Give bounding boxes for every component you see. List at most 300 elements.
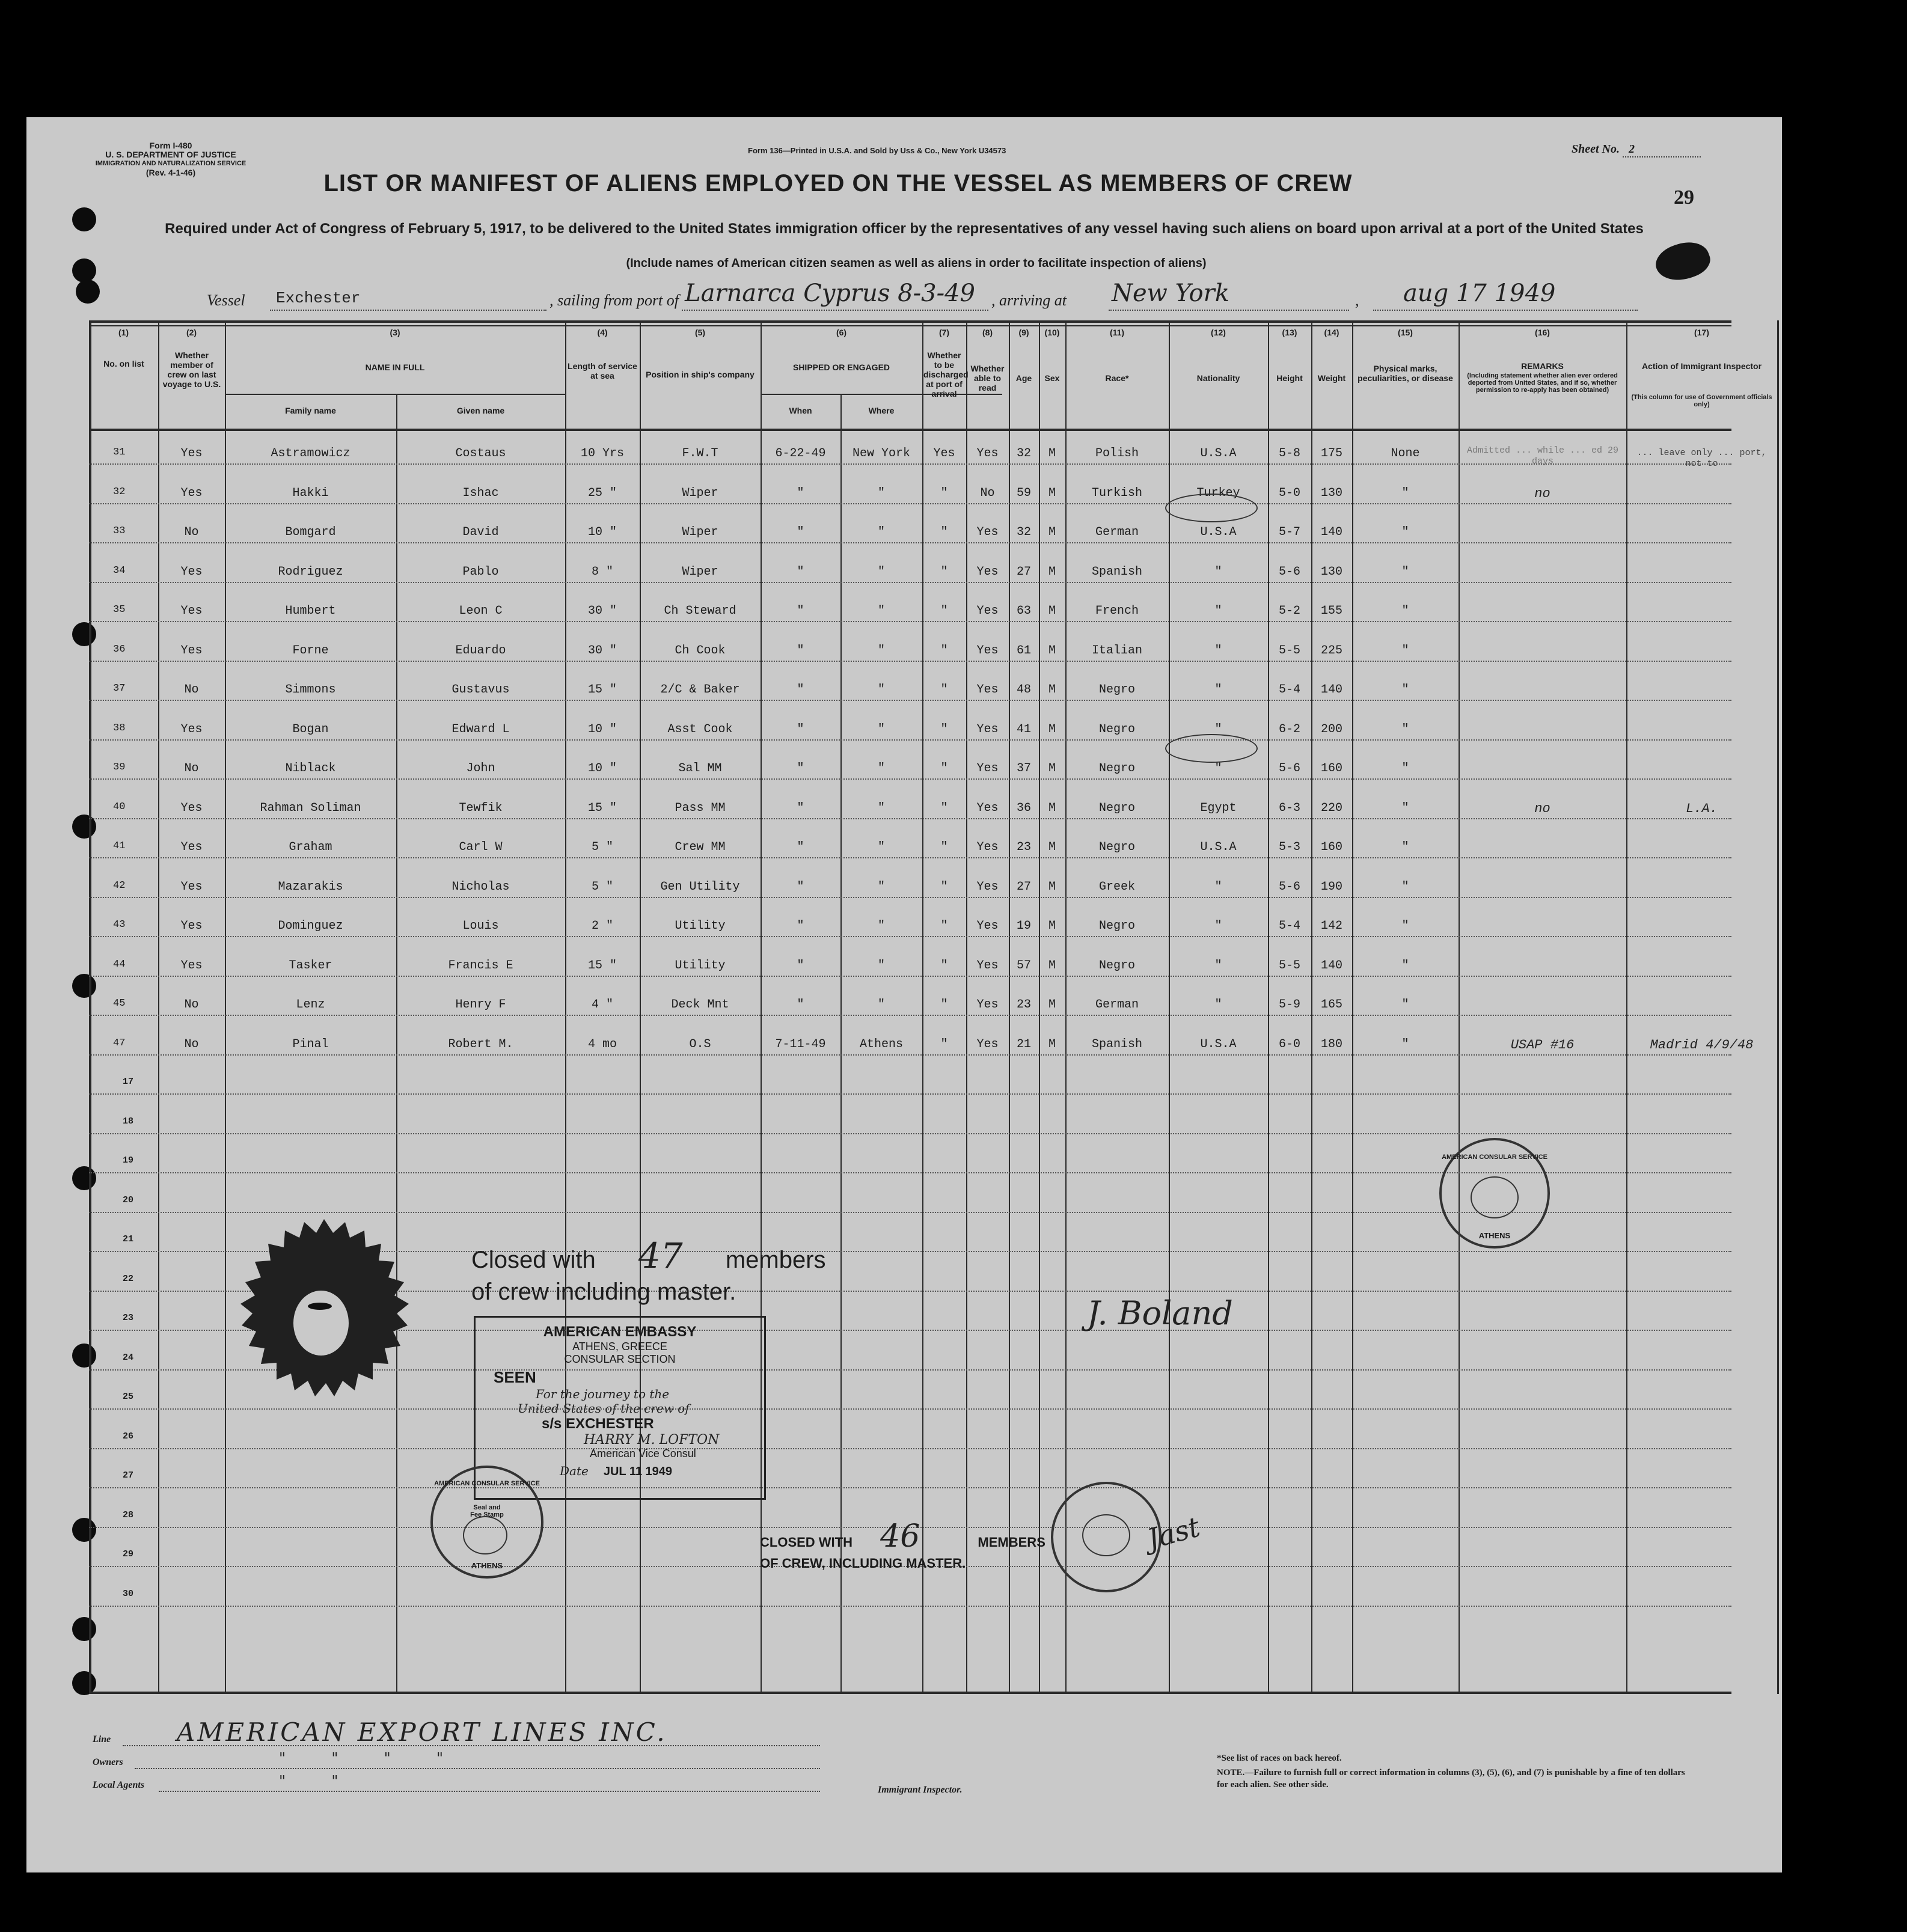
cell-age: 23 (1016, 998, 1031, 1012)
colhead-weight: Weight (1317, 373, 1346, 383)
eagle-icon (463, 1516, 507, 1554)
cell-remarks: no (1534, 486, 1550, 501)
cell-where: " (877, 762, 885, 775)
seal-left-inner: Seal and Fee Stamp (470, 1504, 504, 1518)
cell-given: John (466, 762, 495, 775)
row-number: 24 (123, 1352, 134, 1363)
cell-given: Tewfik (459, 801, 503, 815)
cell-given: Costaus (455, 447, 506, 460)
cell-position: Utility (675, 919, 726, 933)
cell-marks: " (1401, 564, 1409, 579)
row-number: 39 (113, 762, 126, 773)
cell-race: Negro (1098, 840, 1135, 854)
embassy-seen: SEEN (494, 1368, 536, 1386)
colhead-remarks: REMARKS (1521, 361, 1564, 371)
cell-family: Bomgard (285, 525, 336, 539)
page-number: 29 (1674, 186, 1694, 209)
row-number: 47 (113, 1037, 126, 1049)
cell-discharged: " (940, 643, 948, 658)
cell-nationality: U.S.A (1200, 525, 1237, 539)
cell-given: Louis (462, 919, 499, 933)
action-r31: ... leave only ... port, not to (1636, 448, 1767, 469)
cell-service: 8 " (591, 564, 613, 579)
cell-marks: " (1401, 840, 1409, 854)
cell-height: 5-4 (1278, 919, 1300, 933)
embossed-seal (231, 1216, 417, 1402)
cell-nationality: " (1214, 762, 1222, 775)
cell-race: German (1095, 998, 1139, 1012)
binder-hole (72, 207, 96, 231)
cell-when: 6-22-49 (775, 447, 826, 460)
cell-family: Mazarakis (278, 879, 343, 894)
cell-service: 10 " (587, 525, 617, 539)
cell-age: 41 (1016, 722, 1031, 736)
cell-marks: " (1401, 762, 1409, 775)
row-number: 36 (113, 643, 126, 655)
cell-race: Negro (1098, 958, 1135, 973)
cell-when: " (797, 998, 804, 1012)
cell-discharged: " (940, 958, 948, 973)
cell-where: " (877, 801, 885, 815)
row-rule (89, 1448, 1731, 1449)
consular-seal-left (430, 1466, 543, 1579)
cell-race: Greek (1098, 879, 1135, 894)
row-rule (89, 661, 1731, 662)
cell-height: 5-5 (1278, 958, 1300, 973)
cell-race: Negro (1098, 919, 1135, 933)
colnum: (13) (1282, 328, 1297, 337)
seal-right-city: ATHENS (1478, 1231, 1511, 1240)
cell-where: " (877, 486, 885, 500)
cell-read: Yes (976, 762, 999, 775)
cell-sex: M (1048, 525, 1056, 539)
manifest-table (89, 320, 1772, 1694)
cell-prev: Yes (180, 919, 203, 933)
colhead-action: Action of Immigrant Inspector (1641, 361, 1762, 371)
cell-marks: " (1401, 486, 1409, 500)
cell-marks: " (1401, 919, 1409, 933)
colhead-position: Position in ship's company (646, 370, 755, 379)
master-signature: J. Boland (1087, 1294, 1233, 1332)
cell-nationality: " (1214, 564, 1222, 579)
colhead-sex: Sex (1044, 373, 1060, 383)
row-number: 32 (113, 486, 126, 498)
colhead-service: Length of service at sea (568, 361, 637, 381)
binder-hole (76, 280, 100, 304)
cell-read: Yes (976, 879, 999, 894)
cell-position: O.S (689, 1037, 711, 1051)
cell-prev: Yes (180, 722, 203, 736)
cell-prev: Yes (180, 447, 203, 460)
cell-position: Wiper (682, 525, 718, 539)
cell-age: 36 (1016, 801, 1031, 815)
cell-read: Yes (976, 801, 999, 815)
cell-sex: M (1048, 447, 1056, 460)
cell-where: " (877, 958, 885, 973)
sailing-label: , sailing from port of (549, 292, 679, 309)
cell-discharged: " (940, 525, 948, 539)
colhead-remarks-note: (Including statement whether alien ever ordered deported from United States, and if so, whether permission to re-apply has been obtained) (1467, 372, 1618, 394)
remarks-r31: Admitted ... while ... ed 29 days (1466, 445, 1619, 466)
colhead-age: Age (1015, 373, 1032, 383)
cell-remarks: no (1534, 801, 1550, 816)
cell-discharged: " (940, 1037, 948, 1051)
cell-prev: Yes (180, 801, 203, 815)
cell-marks: " (1401, 525, 1409, 539)
cell-position: Pass MM (675, 801, 726, 815)
cell-sex: M (1048, 998, 1056, 1012)
colnum: (9) (1018, 328, 1029, 337)
row-number: 17 (123, 1077, 134, 1087)
cell-position: F.W.T (682, 447, 718, 460)
cell-height: 5-7 (1278, 525, 1300, 539)
cell-position: Sal MM (678, 762, 722, 775)
colhead-nationality: Nationality (1196, 373, 1240, 383)
closed-46-prefix: CLOSED WITH (760, 1535, 852, 1550)
line-value: AMERICAN EXPORT LINES INC. (177, 1717, 667, 1747)
cell-race: Spanish (1091, 564, 1142, 579)
cell-weight: 220 (1320, 801, 1342, 815)
cell-when: " (797, 722, 804, 736)
row-rule (89, 621, 1731, 622)
cell-position: Utility (675, 958, 726, 973)
cell-read: Yes (976, 683, 999, 697)
cell-sex: M (1048, 486, 1056, 500)
cell-family: Humbert (285, 604, 336, 618)
cell-position: Crew MM (675, 840, 726, 854)
cell-weight: 175 (1320, 447, 1342, 460)
row-number: 28 (123, 1509, 134, 1520)
cell-when: " (797, 564, 804, 579)
sheet-number: 2 (1623, 142, 1701, 157)
cell-sex: M (1048, 683, 1056, 697)
embassy-signer-title: American Vice Consul (590, 1447, 696, 1460)
page-title: LIST OR MANIFEST OF ALIENS EMPLOYED ON THE VESSEL AS MEMBERS OF CREW (323, 170, 1353, 197)
cell-marks: " (1401, 683, 1409, 697)
cell-family: Hakki (292, 486, 329, 500)
cell-marks: " (1401, 1037, 1409, 1051)
cell-nationality: " (1214, 919, 1222, 933)
cell-where: " (877, 683, 885, 697)
cell-family: Niblack (285, 762, 336, 775)
cell-age: 59 (1016, 486, 1031, 500)
cell-sex: M (1048, 1037, 1056, 1051)
cell-service: 10 Yrs (580, 447, 624, 460)
cell-given: Henry F (455, 998, 506, 1012)
embassy-text1: For the journey to the (536, 1387, 670, 1401)
fine-note: NOTE.—Failure to furnish full or correct information in columns (3), (5), (6), and (7) is punishable by a fine of ten dollars for each alien. See other side. (1217, 1768, 1685, 1790)
cell-discharged: " (940, 683, 948, 697)
cell-weight: 130 (1320, 564, 1342, 579)
cell-given: Pablo (462, 564, 499, 579)
cell-age: 23 (1016, 840, 1031, 854)
cell-family: Bogan (292, 722, 329, 736)
cell-given: Carl W (459, 840, 503, 854)
cell-service: 2 " (591, 919, 613, 933)
cell-nationality: " (1214, 958, 1222, 973)
cell-prev: No (184, 1037, 199, 1051)
closed-46-members: MEMBERS (978, 1535, 1045, 1550)
arriving-label: , arriving at (991, 292, 1067, 309)
cell-sex: M (1048, 564, 1056, 579)
cell-when: " (797, 604, 804, 618)
row-number: 22 (123, 1273, 134, 1284)
cell-read: Yes (976, 604, 999, 618)
colhead-where: Where (868, 406, 895, 415)
cell-weight: 190 (1320, 879, 1342, 894)
cell-marks: None (1391, 447, 1420, 460)
colhead-discharged: Whether to be discharged at port of arrival (923, 350, 969, 399)
cell-nationality: U.S.A (1200, 447, 1237, 460)
colnum: (2) (186, 328, 197, 337)
cell-prev: Yes (180, 840, 203, 854)
row-number: 35 (113, 604, 126, 616)
closed-46-count: 46 (880, 1518, 920, 1554)
embassy-line2: ATHENS, GREECE (572, 1340, 667, 1353)
row-number: 27 (123, 1470, 134, 1481)
revision: (Rev. 4-1-46) (145, 168, 196, 177)
cell-read: Yes (976, 958, 999, 973)
row-rule (89, 1093, 1731, 1095)
inspector-seal (1051, 1482, 1162, 1592)
cell-discharged: " (940, 722, 948, 736)
consular-seal-right (1439, 1138, 1550, 1249)
cell-nationality: U.S.A (1200, 1037, 1237, 1051)
cell-discharged: Yes (933, 447, 955, 460)
cell-read: No (980, 486, 995, 500)
arrival-date: aug 17 1949 (1403, 280, 1556, 307)
cell-weight: 140 (1320, 683, 1342, 697)
cell-where: " (877, 643, 885, 658)
row-number: 33 (113, 525, 126, 537)
cell-discharged: " (940, 879, 948, 894)
cell-height: 6-3 (1278, 801, 1300, 815)
cell-nationality: Turkey (1196, 486, 1240, 500)
cell-remarks: USAP #16 (1510, 1037, 1575, 1053)
cell-nationality: " (1214, 604, 1222, 618)
cell-given: David (462, 525, 499, 539)
cell-when: " (797, 683, 804, 697)
row-rule (89, 897, 1731, 898)
colnum: (14) (1324, 328, 1339, 337)
owners-label: Owners (93, 1757, 123, 1767)
cell-race: Negro (1098, 722, 1135, 736)
inspector-label: Immigrant Inspector. (878, 1785, 963, 1795)
closed-47-line2: of crew including master. (471, 1279, 736, 1305)
cell-marks: " (1401, 879, 1409, 894)
cell-family: Pinal (292, 1037, 329, 1051)
cell-when: " (797, 958, 804, 973)
cell-discharged: " (940, 801, 948, 815)
colnum: (10) (1044, 328, 1060, 337)
row-number: 40 (113, 801, 126, 813)
cell-prev: Yes (180, 958, 203, 973)
cell-height: 6-0 (1278, 1037, 1300, 1051)
cell-age: 57 (1016, 958, 1031, 973)
line-label: Line (93, 1734, 111, 1744)
cell-read: Yes (976, 447, 999, 460)
cell-family: Astramowicz (271, 447, 350, 460)
cell-age: 61 (1016, 643, 1031, 658)
seal-right-ring: AMERICAN CONSULAR SERVICE (1442, 1154, 1547, 1161)
cell-nationality: " (1214, 643, 1222, 658)
cell-discharged: " (940, 919, 948, 933)
cell-service: 10 " (587, 722, 617, 736)
cell-given: Gustavus (451, 683, 510, 697)
ink-blot (1651, 235, 1714, 287)
cell-position: Ch Cook (675, 643, 726, 658)
colhead-family: Family name (285, 406, 336, 415)
row-rule (89, 1133, 1731, 1134)
row-number: 21 (123, 1234, 134, 1244)
cell-height: 5-4 (1278, 683, 1300, 697)
colnum: (15) (1398, 328, 1413, 337)
colnum: (12) (1211, 328, 1226, 337)
colnum: (4) (597, 328, 608, 337)
colnum: (8) (982, 328, 993, 337)
cell-when: " (797, 879, 804, 894)
cell-marks: " (1401, 643, 1409, 658)
cell-prev: Yes (180, 604, 203, 618)
cell-discharged: " (940, 604, 948, 618)
page-subtitle: Required under Act of Congress of February 5, 1917, to be delivered to the United States immigration officer by the representatives of any vessel having such aliens on board upon arrival at a port of the United States (165, 221, 1644, 237)
closed-47 (471, 1235, 826, 1306)
cell-age: 21 (1016, 1037, 1031, 1051)
cell-age: 48 (1016, 683, 1031, 697)
row-number: 41 (113, 840, 126, 852)
cell-when: " (797, 840, 804, 854)
cell-service: 15 " (587, 958, 617, 973)
cell-marks: " (1401, 998, 1409, 1012)
cell-given: Leon C (459, 604, 503, 618)
vessel-name: Exchester (276, 289, 361, 307)
embassy-stamp (474, 1316, 766, 1500)
cell-position: Asst Cook (667, 722, 733, 736)
cell-prev: No (184, 683, 199, 697)
cell-weight: 155 (1320, 604, 1342, 618)
row-number: 44 (113, 958, 126, 970)
cell-family: Rodriguez (278, 564, 343, 579)
cell-family: Lenz (296, 998, 325, 1012)
cell-when: " (797, 919, 804, 933)
cell-service: 4 mo (587, 1037, 617, 1051)
closed-47-members: members (725, 1247, 826, 1273)
binder-hole (72, 258, 96, 283)
cell-read: Yes (976, 643, 999, 658)
colhead-marks: Physical marks, peculiarities, or disease (1358, 364, 1453, 383)
cell-prev: Yes (180, 486, 203, 500)
cell-nationality: U.S.A (1200, 840, 1237, 854)
cell-where: Athens (859, 1037, 903, 1051)
row-rule (89, 857, 1731, 858)
cell-prev: No (184, 762, 199, 775)
cell-where: " (877, 919, 885, 933)
cell-when: " (797, 762, 804, 775)
cell-sex: M (1048, 840, 1056, 854)
printer-note: Form 136—Printed in U.S.A. and Sold by Uss & Co., New York U34573 (748, 146, 1006, 155)
cell-position: Deck Mnt (671, 998, 729, 1012)
embassy-date-label: Date (560, 1464, 589, 1478)
row-rule (89, 976, 1731, 977)
cell-age: 27 (1016, 879, 1031, 894)
cell-service: 15 " (587, 801, 617, 815)
inspector-signature: Jast (1143, 1510, 1204, 1556)
cell-given: Robert M. (448, 1037, 513, 1051)
cell-discharged: " (940, 486, 948, 500)
embassy-line3: CONSULAR SECTION (564, 1353, 676, 1365)
row-rule (89, 778, 1731, 780)
embassy-text2: United States of the crew of (518, 1401, 690, 1416)
cell-position: Wiper (682, 564, 718, 579)
row-number: 26 (123, 1431, 134, 1441)
cell-height: 5-0 (1278, 486, 1300, 500)
colnum: (5) (694, 328, 706, 337)
row-rule (89, 1606, 1731, 1607)
cell-weight: 165 (1320, 998, 1342, 1012)
row-number: 23 (123, 1313, 134, 1323)
colnum: (3) (390, 328, 400, 337)
cell-read: Yes (976, 1037, 999, 1051)
cell-race: Negro (1098, 801, 1135, 815)
colhead-prev-voyage: Whether member of crew on last voyage to U.S. (162, 350, 221, 389)
cell-sex: M (1048, 762, 1056, 775)
row-number: 31 (113, 447, 126, 458)
arriving-at: New York (1112, 280, 1229, 307)
cell-height: 5-2 (1278, 604, 1300, 618)
sailing-from: Larnarca Cyprus 8-3-49 (685, 280, 975, 307)
cell-height: 5-5 (1278, 643, 1300, 658)
cell-discharged: " (940, 762, 948, 775)
cell-height: 6-2 (1278, 722, 1300, 736)
cell-race: Spanish (1091, 1037, 1142, 1051)
cell-nationality: Egypt (1200, 801, 1237, 815)
cell-age: 32 (1016, 447, 1031, 460)
row-number: 43 (113, 919, 126, 931)
cell-given: Francis E (448, 958, 513, 973)
closed-46 (760, 1518, 1045, 1571)
row-rule (89, 1408, 1731, 1410)
colhead-no: No. on list (103, 359, 144, 368)
cell-prev: No (184, 525, 199, 539)
cell-service: 15 " (587, 683, 617, 697)
cell-prev: Yes (180, 643, 203, 658)
colnum: (7) (938, 328, 950, 337)
cell-action: L.A. (1686, 801, 1718, 816)
closed-46-line2: OF CREW, INCLUDING MASTER. (760, 1556, 966, 1571)
cell-given: Ishac (462, 486, 499, 500)
cell-height: 5-6 (1278, 564, 1300, 579)
cell-age: 19 (1016, 919, 1031, 933)
cell-nationality: " (1214, 683, 1222, 697)
cell-weight: 160 (1320, 762, 1342, 775)
row-number: 20 (123, 1194, 134, 1205)
colnum: (1) (118, 328, 129, 337)
eagle-icon (1471, 1176, 1519, 1218)
cell-given: Eduardo (455, 643, 506, 658)
cell-discharged: " (940, 840, 948, 854)
cell-age: 37 (1016, 762, 1031, 775)
sheet-label: Sheet No. (1572, 142, 1620, 156)
row-rule (89, 739, 1731, 741)
cell-weight: 200 (1320, 722, 1342, 736)
cell-position: Gen Utility (660, 879, 740, 894)
cell-family: Graham (289, 840, 332, 854)
cell-when: 7-11-49 (775, 1037, 826, 1051)
row-rule (89, 818, 1731, 819)
vessel-label: Vessel (207, 292, 245, 309)
cell-service: 4 " (591, 998, 613, 1012)
date-separator: , (1355, 292, 1359, 309)
